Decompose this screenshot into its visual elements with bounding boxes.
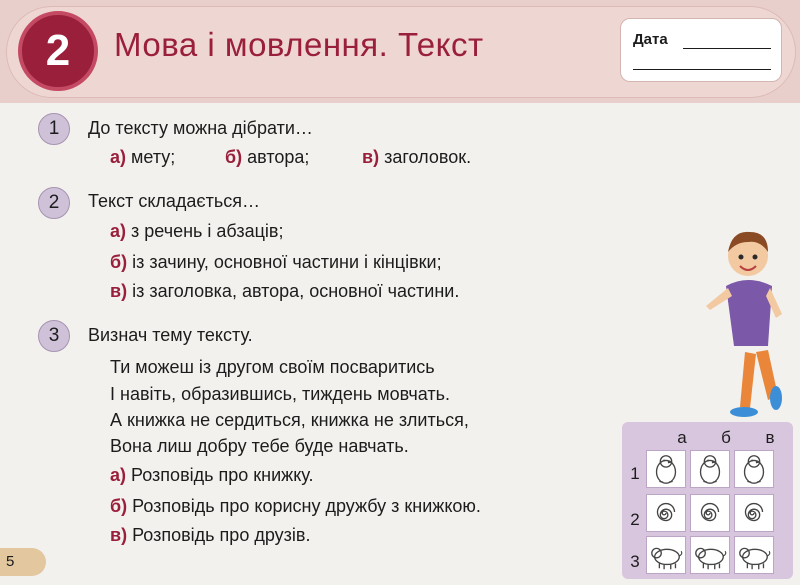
page-number: 5 <box>0 548 46 576</box>
page-title: Мова і мовлення. Текст <box>114 26 484 63</box>
poem-line: Вона лиш добру тебе буде навчать. <box>110 436 409 456</box>
grid-cell[interactable] <box>646 450 686 488</box>
penguin-icon <box>691 451 729 487</box>
option-text: із заголовка, автора, основної частини. <box>132 281 460 301</box>
date-line <box>633 69 771 70</box>
grid-cell[interactable] <box>734 450 774 488</box>
task-3-option-a[interactable] <box>110 465 313 486</box>
task-number-1: 1 <box>38 113 70 145</box>
option-letter: б) <box>225 147 243 167</box>
grid-cell[interactable] <box>646 536 686 574</box>
option-letter: а) <box>110 465 127 485</box>
lesson-number-badge: 2 <box>18 11 98 91</box>
option-text: Розповідь про друзів. <box>132 525 311 545</box>
date-line <box>683 48 771 49</box>
grid-column-header: а <box>677 428 687 447</box>
option-text: мету; <box>131 147 176 167</box>
date-box <box>620 18 782 82</box>
option-letter: б) <box>110 252 128 272</box>
grid-cell[interactable] <box>646 494 686 532</box>
pig-icon <box>647 537 685 573</box>
pig-icon <box>691 537 729 573</box>
task-1-option-a[interactable] <box>110 147 175 168</box>
task-1-option-b[interactable] <box>225 147 309 168</box>
grid-row-number: 1 <box>630 464 640 483</box>
task-2-option-c[interactable] <box>110 281 459 302</box>
grid-row-number: 2 <box>630 510 640 529</box>
task-3-option-b[interactable] <box>110 496 481 517</box>
option-text: автора; <box>247 147 310 167</box>
option-text: заголовок. <box>384 147 472 167</box>
grid-row-number: 3 <box>630 552 640 571</box>
option-letter: а) <box>110 221 127 241</box>
option-letter: в) <box>362 147 380 167</box>
grid-cell[interactable] <box>734 494 774 532</box>
grid-cell[interactable] <box>690 494 730 532</box>
task-number-3: 3 <box>38 320 70 352</box>
task-3-prompt: Визнач тему тексту. <box>88 325 253 345</box>
answer-grid <box>622 422 793 579</box>
spiral-icon <box>735 495 773 531</box>
option-letter: а) <box>110 147 127 167</box>
poem-line: А книжка не сердиться, книжка не злиться, <box>110 410 469 430</box>
option-letter: в) <box>110 281 128 301</box>
grid-cell[interactable] <box>690 536 730 574</box>
option-letter: б) <box>110 496 128 516</box>
penguin-icon <box>735 451 773 487</box>
grid-cell[interactable] <box>734 536 774 574</box>
poem-line: І навіть, образившись, тиждень мовчать. <box>110 384 450 404</box>
date-label: Дата <box>633 31 668 48</box>
poem-line: Ти можеш із другом своїм посваритись <box>110 357 435 377</box>
task-1-prompt: До тексту можна дібрати… <box>88 118 313 138</box>
task-3-option-c[interactable] <box>110 525 310 546</box>
task-number-2: 2 <box>38 187 70 219</box>
spiral-icon <box>691 495 729 531</box>
task-2-prompt: Текст складається… <box>88 191 260 211</box>
task-2-option-b[interactable] <box>110 252 442 273</box>
task-2-option-a[interactable] <box>110 221 283 242</box>
pig-icon <box>735 537 773 573</box>
grid-column-header: б <box>721 428 731 447</box>
option-text: Розповідь про корисну дружбу з книжкою. <box>132 496 481 516</box>
option-letter: в) <box>110 525 128 545</box>
option-text: з речень і абзаців; <box>131 221 284 241</box>
grid-column-header: в <box>765 428 775 447</box>
penguin-icon <box>647 451 685 487</box>
option-text: із зачину, основної частини і кінцівки; <box>132 252 442 272</box>
spiral-icon <box>647 495 685 531</box>
task-1-option-c[interactable] <box>362 147 471 168</box>
grid-cell[interactable] <box>690 450 730 488</box>
option-text: Розповідь про книжку. <box>131 465 314 485</box>
boy-illustration <box>690 222 790 420</box>
